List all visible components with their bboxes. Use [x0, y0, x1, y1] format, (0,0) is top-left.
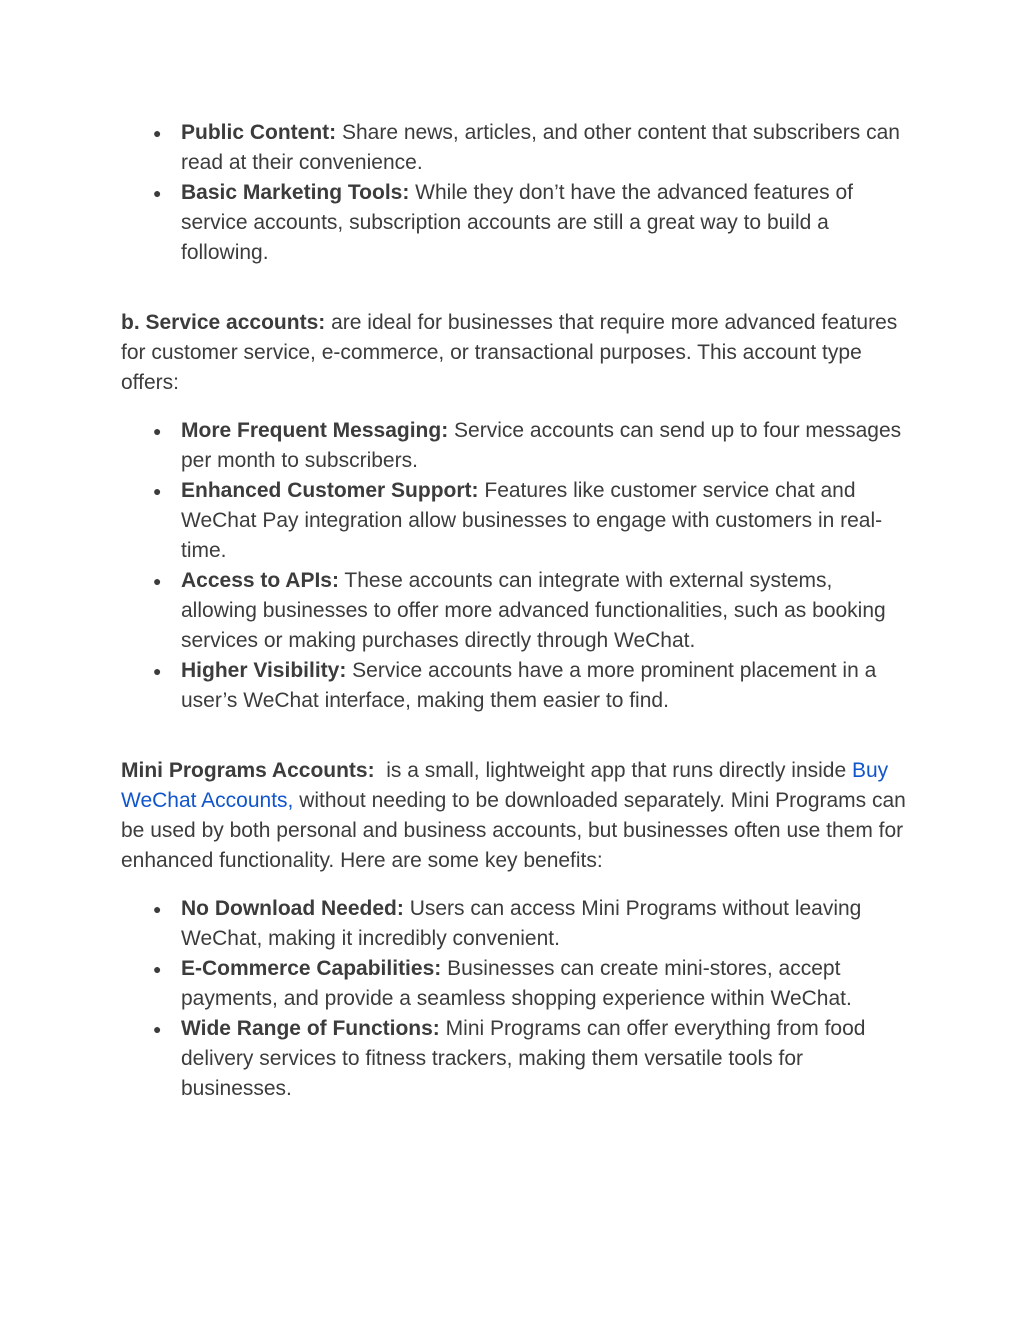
bullet-icon: ● [153, 901, 162, 917]
item-text: Features like customer service chat and WeChat Pay integration allow businesses to engage with customers in real-time. [181, 479, 883, 562]
subscription-features-list [121, 118, 911, 268]
list-item [121, 656, 911, 716]
item-title: Wide Range of Functions: [181, 1017, 440, 1040]
service-features-list [121, 416, 911, 716]
paragraph-text: without needing to be downloaded separately. Mini Programs can be used by both personal and business accounts, but businesses often use them for enhanced functionality. Here are some key benefits: [121, 789, 906, 872]
list-item [121, 894, 911, 954]
bullet-icon: ● [153, 961, 162, 977]
item-title: Access to APIs: [181, 569, 339, 592]
list-item [121, 416, 911, 476]
list-item [121, 954, 911, 1014]
document-page [121, 118, 911, 1104]
bullet-icon: ● [153, 125, 162, 141]
item-text: Mini Programs can offer everything from food delivery services to fitness trackers, making them versatile tools for businesses. [181, 1017, 866, 1100]
item-text: Service accounts can send up to four messages per month to subscribers. [181, 419, 902, 472]
item-text: Users can access Mini Programs without leaving WeChat, making it incredibly convenient. [181, 897, 862, 950]
item-title: Basic Marketing Tools: [181, 181, 410, 204]
list-item [121, 118, 911, 178]
service-accounts-paragraph [121, 308, 911, 398]
item-title: E-Commerce Capabilities: [181, 957, 442, 980]
bullet-icon: ● [153, 423, 162, 439]
item-text: These accounts can integrate with external systems, allowing businesses to offer more advanced functionalities, such as booking services or making purchases directly through WeChat. [181, 569, 886, 652]
item-title: No Download Needed: [181, 897, 404, 920]
list-item [121, 178, 911, 268]
item-text: Service accounts have a more prominent placement in a user’s WeChat interface, making them easier to find. [181, 659, 877, 712]
list-item [121, 566, 911, 656]
bullet-icon: ● [153, 1021, 162, 1037]
mini-programs-benefits-list [121, 894, 911, 1104]
list-item [121, 476, 911, 566]
list-item [121, 1014, 911, 1104]
item-title: More Frequent Messaging: [181, 419, 449, 442]
item-text: While they don’t have the advanced features of service accounts, subscription accounts are still a great way to build a following. [181, 181, 853, 264]
item-title: Higher Visibility: [181, 659, 347, 682]
buy-wechat-accounts-link[interactable]: Buy WeChat Accounts, [121, 759, 889, 812]
bullet-icon: ● [153, 573, 162, 589]
mini-programs-paragraph [121, 756, 911, 876]
item-text: Share news, articles, and other content that subscribers can read at their convenience. [181, 121, 900, 174]
bullet-icon: ● [153, 663, 162, 679]
paragraph-title: Mini Programs Accounts: [121, 759, 375, 782]
bullet-icon: ● [153, 483, 162, 499]
item-text: Businesses can create mini-stores, accept payments, and provide a seamless shopping experience within WeChat. [181, 957, 852, 1010]
item-title: Enhanced Customer Support: [181, 479, 479, 502]
item-title: Public Content: [181, 121, 337, 144]
bullet-icon: ● [153, 185, 162, 201]
paragraph-text: are ideal for businesses that require more advanced features for customer service, e-commerce, or transactional purposes. This account type offers: [121, 311, 898, 394]
paragraph-title: b. Service accounts: [121, 311, 326, 334]
paragraph-text: is a small, lightweight app that runs directly inside [386, 759, 847, 782]
